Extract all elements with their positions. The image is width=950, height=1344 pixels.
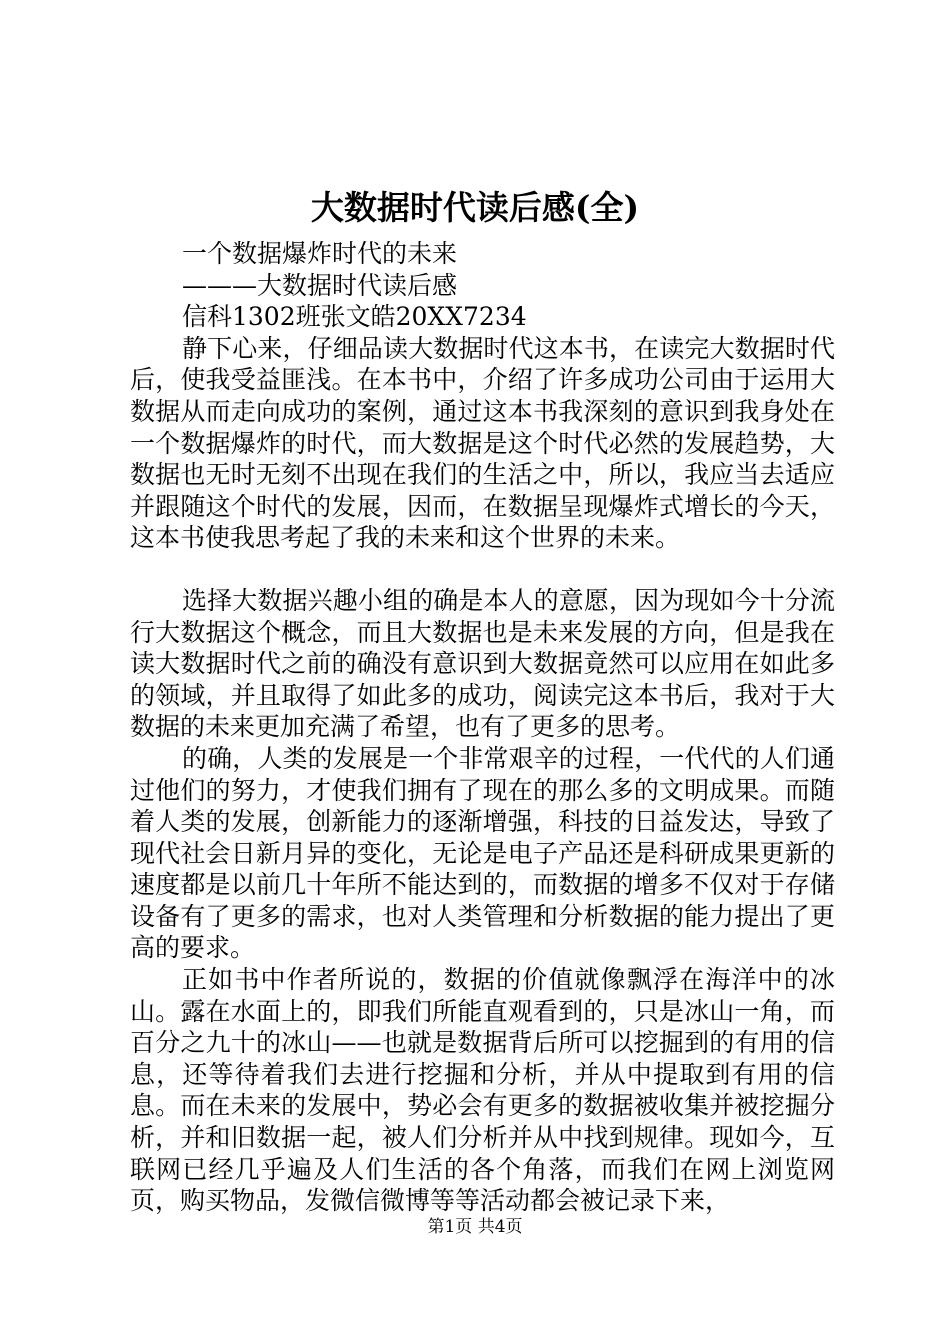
subtitle-line-2: ———大数据时代读后感 <box>182 270 458 300</box>
document-body <box>130 238 835 1217</box>
paragraph-spacer <box>130 554 835 585</box>
document-title: 大数据时代读后感(全) <box>310 188 640 227</box>
subtitle-line-1: 一个数据爆炸时代的未来 <box>182 239 458 268</box>
paragraph-2: 选择大数据兴趣小组的确是本人的意愿，因为现如今十分流行大数据这个概念，而且大数据也是未来发展的方向，但是我在读大数据时代之前的确没有意识到大数据竟然可以应用在如此多的领域，并且取得了如此多的成功，阅读完这本书后，我对于大数据的未来更加充满了希望，也有了更多的思考。 <box>130 585 835 742</box>
paragraph-4: 正如书中作者所说的，数据的价值就像飘浮在海洋中的冰山。露在水面上的，即我们所能直观看到的，只是冰山一角，而百分之九十的冰山——也就是数据背后所可以挖掘到的有用的信息，还等待着我们去进行挖掘和分析，并从中提取到有用的信息。而在未来的发展中，势必会有更多的数据被收集并被挖掘分析，并和旧数据一起，被人们分析并从中找到规律。现如今，互联网已经几乎遍及人们生活的各个角落，而我们在网上浏览网页，购买物品，发微信微博等等活动都会被记录下来， <box>130 965 835 1216</box>
author-line: 信科1302班张文皓20XX7234 <box>182 302 527 332</box>
paragraph-3: 的确，人类的发展是一个非常艰辛的过程，一代代的人们通过他们的努力，才使我们拥有了现在的那么多的文明成果。而随着人类的发展，创新能力的逐渐增强，科技的日益发达，导致了现代社会日新月异的变化，无论是电子产品还是科研成果更新的速度都是以前几十年所不能达到的，而数据的增多不仅对于存储设备有了更多的需求，也对人类管理和分析数据的能力提出了更高的要求。 <box>130 743 835 963</box>
paragraph-1: 静下心来，仔细品读大数据时代这本书，在读完大数据时代后，使我受益匪浅。在本书中，介绍了许多成功公司由于运用大数据从而走向成功的案例，通过这本书我深刻的意识到我身处在一个数据爆炸的时代，而大数据是这个时代必然的发展趋势，大数据也无时无刻不出现在我们的生活之中，所以，我应当去适应并跟随这个时代的发展，因而，在数据呈现爆炸式增长的今天，这本书使我思考起了我的未来和这个世界的未来。 <box>130 333 835 553</box>
page-number: 第1页 共4页 <box>427 1217 523 1237</box>
